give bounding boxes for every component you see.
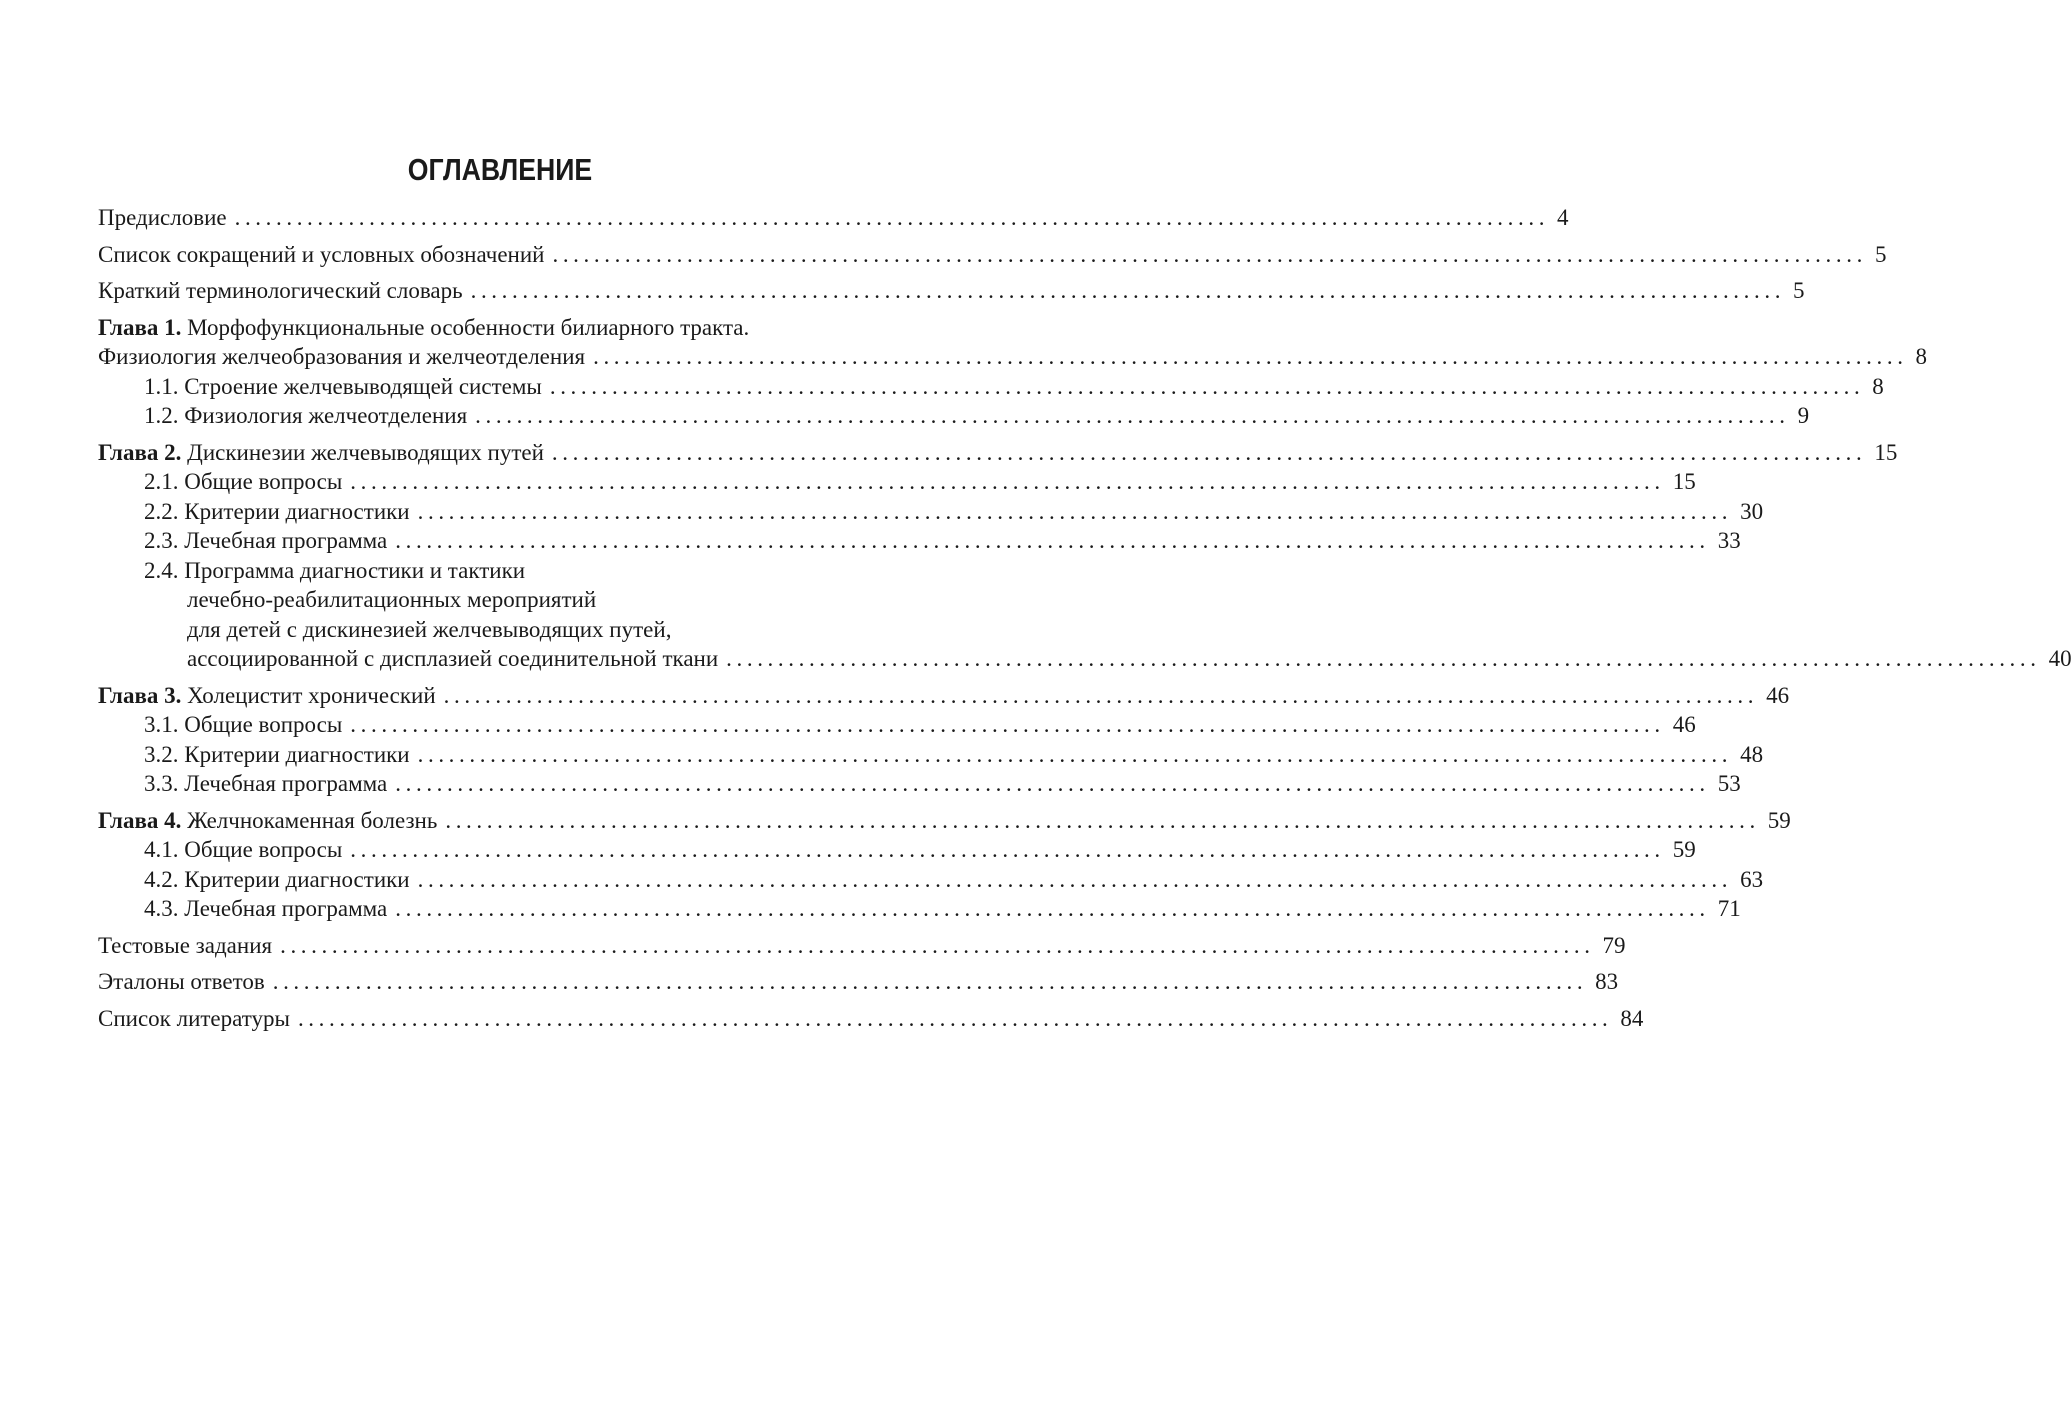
toc-section-3-1[interactable] [98,710,1696,740]
toc-page-number: 8 [1915,344,1928,369]
toc-section-4-3[interactable] [98,894,1741,924]
toc-page-number: 9 [1797,403,1810,428]
toc-chapter-3[interactable] [98,681,1790,711]
dot-leader: ............................................................................................................................... [475,403,1790,428]
toc-page-number: 59 [1672,837,1696,862]
chapter-prefix: Глава 1. [98,314,182,340]
toc-entry-label: Предисловие [98,205,227,230]
toc-entry-label: 4.1. Общие вопросы [144,837,343,862]
toc-entry-abbreviations[interactable] [98,240,1887,270]
toc-page-number: 59 [1767,807,1791,833]
toc-entry-preface[interactable] [98,203,1569,233]
toc-page-number: 53 [1717,771,1741,796]
toc-page-number: 5 [1793,278,1805,303]
toc-page-number: 30 [1740,498,1764,524]
chapter-title: Дискинезии желчевыводящих путей [187,439,544,465]
toc-entry-label: Список литературы [98,1005,290,1031]
dot-leader: ............................................................................................................................... [395,896,1710,921]
toc-entry-label: Список сокращений и условных обозначений [98,241,545,267]
toc-entry-label: 3.1. Общие вопросы [144,712,343,737]
dot-leader: ............................................................................................................................... [417,741,1733,767]
toc-entry-label: Тестовые задания [98,932,273,958]
dot-leader: ............................................................................................................................... [350,469,1665,494]
toc-entry-label: Физиология желчеобразования и желчеотделения [98,344,586,369]
toc-page-number: 40 [2048,646,2072,671]
toc-page-number: 46 [1766,682,1790,708]
table-of-contents [98,203,2072,1033]
toc-section-3-3[interactable] [98,769,1741,799]
toc-page-number: 46 [1672,712,1696,737]
toc-section-1-2[interactable] [98,401,1810,431]
toc-page-number: 33 [1717,528,1741,553]
page-title: ОГЛАВЛЕНИЕ [407,152,593,187]
toc-entry-label [98,806,437,836]
toc-section-1-1[interactable] [98,372,1884,402]
toc-entry-label: Краткий терминологический словарь [98,278,463,303]
toc-section-2-4-heading[interactable] [98,556,890,586]
toc-chapter-1[interactable] [98,342,1928,372]
toc-entry-label: 2.2. Критерии диагностики [144,498,410,524]
chapter-title: Холецистит хронический [187,682,436,708]
toc-section-3-2[interactable] [98,740,1764,770]
toc-page-number: 15 [1672,469,1696,494]
toc-entry-label [98,438,544,468]
toc-page-number: 71 [1717,896,1741,921]
dot-leader: ............................................................................................................................... [297,1005,1613,1031]
dot-leader: ............................................................................................................................... [280,932,1595,958]
toc-page-number: 15 [1874,439,1898,465]
dot-leader: ............................................................................................................................... [417,866,1733,892]
toc-page-number: 83 [1595,969,1619,994]
dot-leader: ............................................................................................................................... [445,807,1760,833]
dot-leader: ............................................................................................................................... [470,278,1786,303]
chapter-prefix: Глава 2. [98,439,182,465]
chapter-prefix: Глава 4. [98,807,182,833]
toc-section-2-4-line [98,585,890,615]
toc-entry-label: Морфофункциональные особенности билиарного тракта. [187,314,750,340]
toc-entry-label: 1.2. Физиология желчеотделения [144,403,468,428]
toc-section-2-4-line [98,615,890,645]
dot-leader: ............................................................................................................................... [726,646,2041,671]
dot-leader: ............................................................................................................................... [549,373,1865,399]
dot-leader: ............................................................................................................................... [350,837,1665,862]
toc-entry-label: 4.2. Критерии диагностики [144,866,410,892]
toc-entry-label [98,681,436,711]
toc-page-number: 48 [1740,741,1764,767]
toc-section-2-3[interactable] [98,526,1741,556]
toc-page-number: 84 [1620,1005,1644,1031]
toc-entry-label: для детей с дискинезией желчевыводящих путей, [187,616,672,642]
toc-entry-label: 1.1. Строение желчевыводящей системы [144,373,542,399]
toc-page-number: 79 [1602,932,1626,958]
dot-leader: ............................................................................................................................... [234,205,1550,230]
toc-entry-references[interactable] [98,1004,1644,1034]
toc-page-number: 4 [1557,205,1569,230]
toc-chapter-1-heading[interactable] [98,313,890,343]
toc-section-4-2[interactable] [98,865,1764,895]
dot-leader: ............................................................................................................................... [552,241,1867,267]
toc-chapter-2[interactable] [98,438,1898,468]
toc-entry-tests[interactable] [98,931,1626,961]
dot-leader: ............................................................................................................................... [551,439,1867,465]
dot-leader: ............................................................................................................................... [417,498,1733,524]
toc-entry-label: Эталоны ответов [98,969,265,994]
chapter-prefix: Глава 3. [98,682,182,708]
toc-entry-label: 2.4. Программа диагностики и тактики [144,557,526,583]
toc-entry-label: 3.2. Критерии диагностики [144,741,410,767]
toc-entry-label: лечебно-реабилитационных мероприятий [187,587,597,612]
toc-entry-label: 4.3. Лечебная программа [144,896,388,921]
toc-entry-answers[interactable] [98,967,1619,997]
dot-leader: ............................................................................................................................... [443,682,1759,708]
dot-leader: ............................................................................................................................... [395,771,1710,796]
toc-section-2-2[interactable] [98,497,1764,527]
toc-page-number: 63 [1740,866,1764,892]
toc-section-4-1[interactable] [98,835,1696,865]
dot-leader: ............................................................................................................................... [593,344,1908,369]
toc-section-2-4[interactable] [98,644,2072,674]
toc-entry-label: 2.1. Общие вопросы [144,469,343,494]
toc-page-number: 5 [1874,241,1887,267]
toc-chapter-4[interactable] [98,806,1791,836]
dot-leader: ............................................................................................................................... [395,528,1710,553]
toc-entry-label: ассоциированной с дисплазией соединительной ткани [187,646,719,671]
toc-entry-glossary[interactable] [98,276,1805,306]
toc-page-number: 8 [1872,373,1884,399]
toc-entry-label: 2.3. Лечебная программа [144,528,388,553]
chapter-title: Желчнокаменная болезнь [187,807,438,833]
toc-section-2-1[interactable] [98,467,1696,497]
dot-leader: ............................................................................................................................... [350,712,1665,737]
toc-entry-label: 3.3. Лечебная программа [144,771,388,796]
dot-leader: ............................................................................................................................... [272,969,1588,994]
